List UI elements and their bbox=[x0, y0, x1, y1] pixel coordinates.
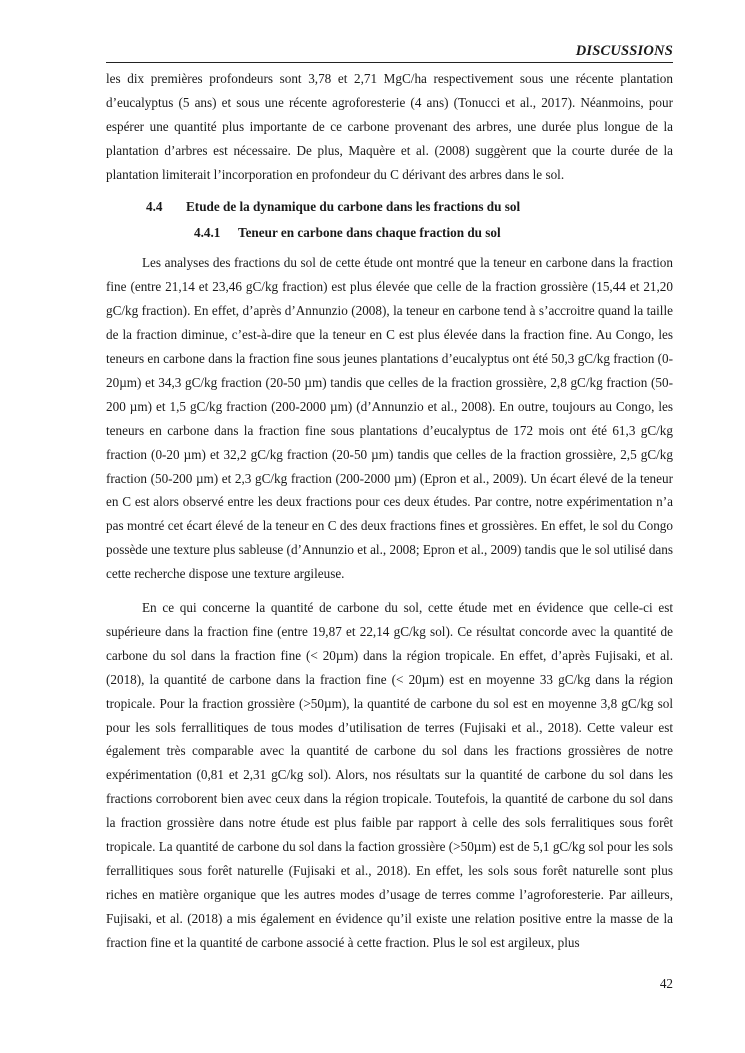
subsection-heading-4-4-1 bbox=[106, 221, 673, 245]
paragraph-carbon-content: Les analyses des fractions du sol de cette étude ont montré que la teneur en carbone dans la fraction fine (entre 21,14 et 23,46 gC/kg fraction) est plus élevée que celle de la fraction grossière (15,44 et 21,20 gC/kg fraction). En effet, d’après d’Annunzio (2008), la teneur en carbone tend à s’accroitre quand la taille de la fraction diminue, c’est-à-dire que la teneur en C est plus élevée dans la fraction fine. Au Congo, les teneurs en carbone dans la fraction fine sous jeunes plantations d’eucalyptus ont été 50,3 gC/kg fraction (0-20µm) et 34,3 gC/kg fraction (20-50 µm) tandis que celles de la fraction grossière, 2,8 gC/kg fraction (50-200 µm) et 1,5 gC/kg fraction (200-2000 µm) (d’Annunzio et al., 2008). En outre, toujours au Congo, les teneurs en carbone dans la fraction fine sous plantations d’eucalyptus de 172 mois ont été 61,3 gC/kg fraction (0-20 µm) et 32,2 gC/kg fraction (20-50 µm) tandis que celles de la fraction grossière, 2,5 gC/kg fraction (50-200 µm) et 2,3 gC/kg fraction (200-2000 µm) (Epron et al., 2009). Un écart élevé de la teneur en C est alors observé entre les deux fractions pour ces deux études. Par contre, notre expérimentation n’a pas montré cet écart élevé de la teneur en C des deux fractions fines et grossières. En effet, le sol du Congo possède une texture plus sableuse (d’Annunzio et al., 2008; Epron et al., 2009) tandis que le sol utilisé dans cette recherche dispose une texture argileuse. bbox=[106, 255, 673, 582]
section-number: 4.4 bbox=[146, 198, 163, 214]
section-title: Etude de la dynamique du carbone dans les fractions du sol bbox=[186, 198, 521, 214]
paragraph-continued: les dix premières profondeurs sont 3,78 et 2,71 MgC/ha respectivement sous une récente plantation d’eucalyptus (5 ans) et sous une récente agroforesterie (4 ans) (Tonucci et al., 2017). Néanmoins, pour espérer une quantité plus importante de ce carbone provenant des arbres, une durée plus longue de la plantation d’arbres est nécessaire. De plus, Maquère et al. (2008) suggèrent que la courte durée de la plantation limiterait l’incorporation en profondeur du C dérivant des arbres dans le sol. bbox=[106, 71, 673, 182]
running-header: DISCUSSIONS bbox=[575, 43, 673, 59]
header-divider bbox=[106, 62, 673, 63]
page-number: 42 bbox=[659, 976, 673, 991]
section-heading-4-4 bbox=[106, 195, 673, 219]
subsection-number: 4.4.1 bbox=[194, 225, 221, 241]
subsection-title: Teneur en carbone dans chaque fraction du sol bbox=[238, 225, 501, 241]
page-body bbox=[106, 67, 673, 955]
paragraph-carbon-quantity: En ce qui concerne la quantité de carbone du sol, cette étude met en évidence que celle-ci est supérieure dans la fraction fine (entre 19,87 et 22,14 gC/kg sol). Ce résultat concorde avec la quantité de carbone du sol dans la fraction fine (< 20µm) dans la région tropicale. En effet, d’après Fujisaki, et al. (2018), la quantité de carbone dans la fraction fine (< 20µm) est en moyenne 33 gC/kg dans la région tropicale. Pour la fraction grossière (>50µm), la quantité de carbone du sol est en moyenne 3,8 gC/kg sol pour les sols ferrallitiques de tous modes d’utilisation de terres (Fujisaki et al., 2018). Cette valeur est également très comparable avec la quantité de carbone du sol dans les fractions grossières de notre expérimentation (0,81 et 2,31 gC/kg sol). Alors, nos résultats sur la quantité de carbone du sol dans les fractions corroborent bien avec ceux dans la région tropicale. Toutefois, la quantité de carbone du sol dans la fraction grossière dans notre étude est plus faible par rapport à celle des sols ferralitiques sous forêt tropicale. La quantité de carbone du sol dans la faction grossière (>50µm) est de 5,1 gC/kg sol pour les sols ferrallitiques sous forêt naturelle (Fujisaki et al., 2018). En effet, les sols sous forêt naturelle sont plus riches en matière organique que les autres modes d’usage de terres comme l’agroforesterie. Par ailleurs, Fujisaki, et al. (2018) a mis également en évidence qu’il existe une relation positive entre la masse de la fraction fine et la quantité de carbone associé à cette fraction. Plus le sol est argileux, plus bbox=[106, 600, 673, 950]
